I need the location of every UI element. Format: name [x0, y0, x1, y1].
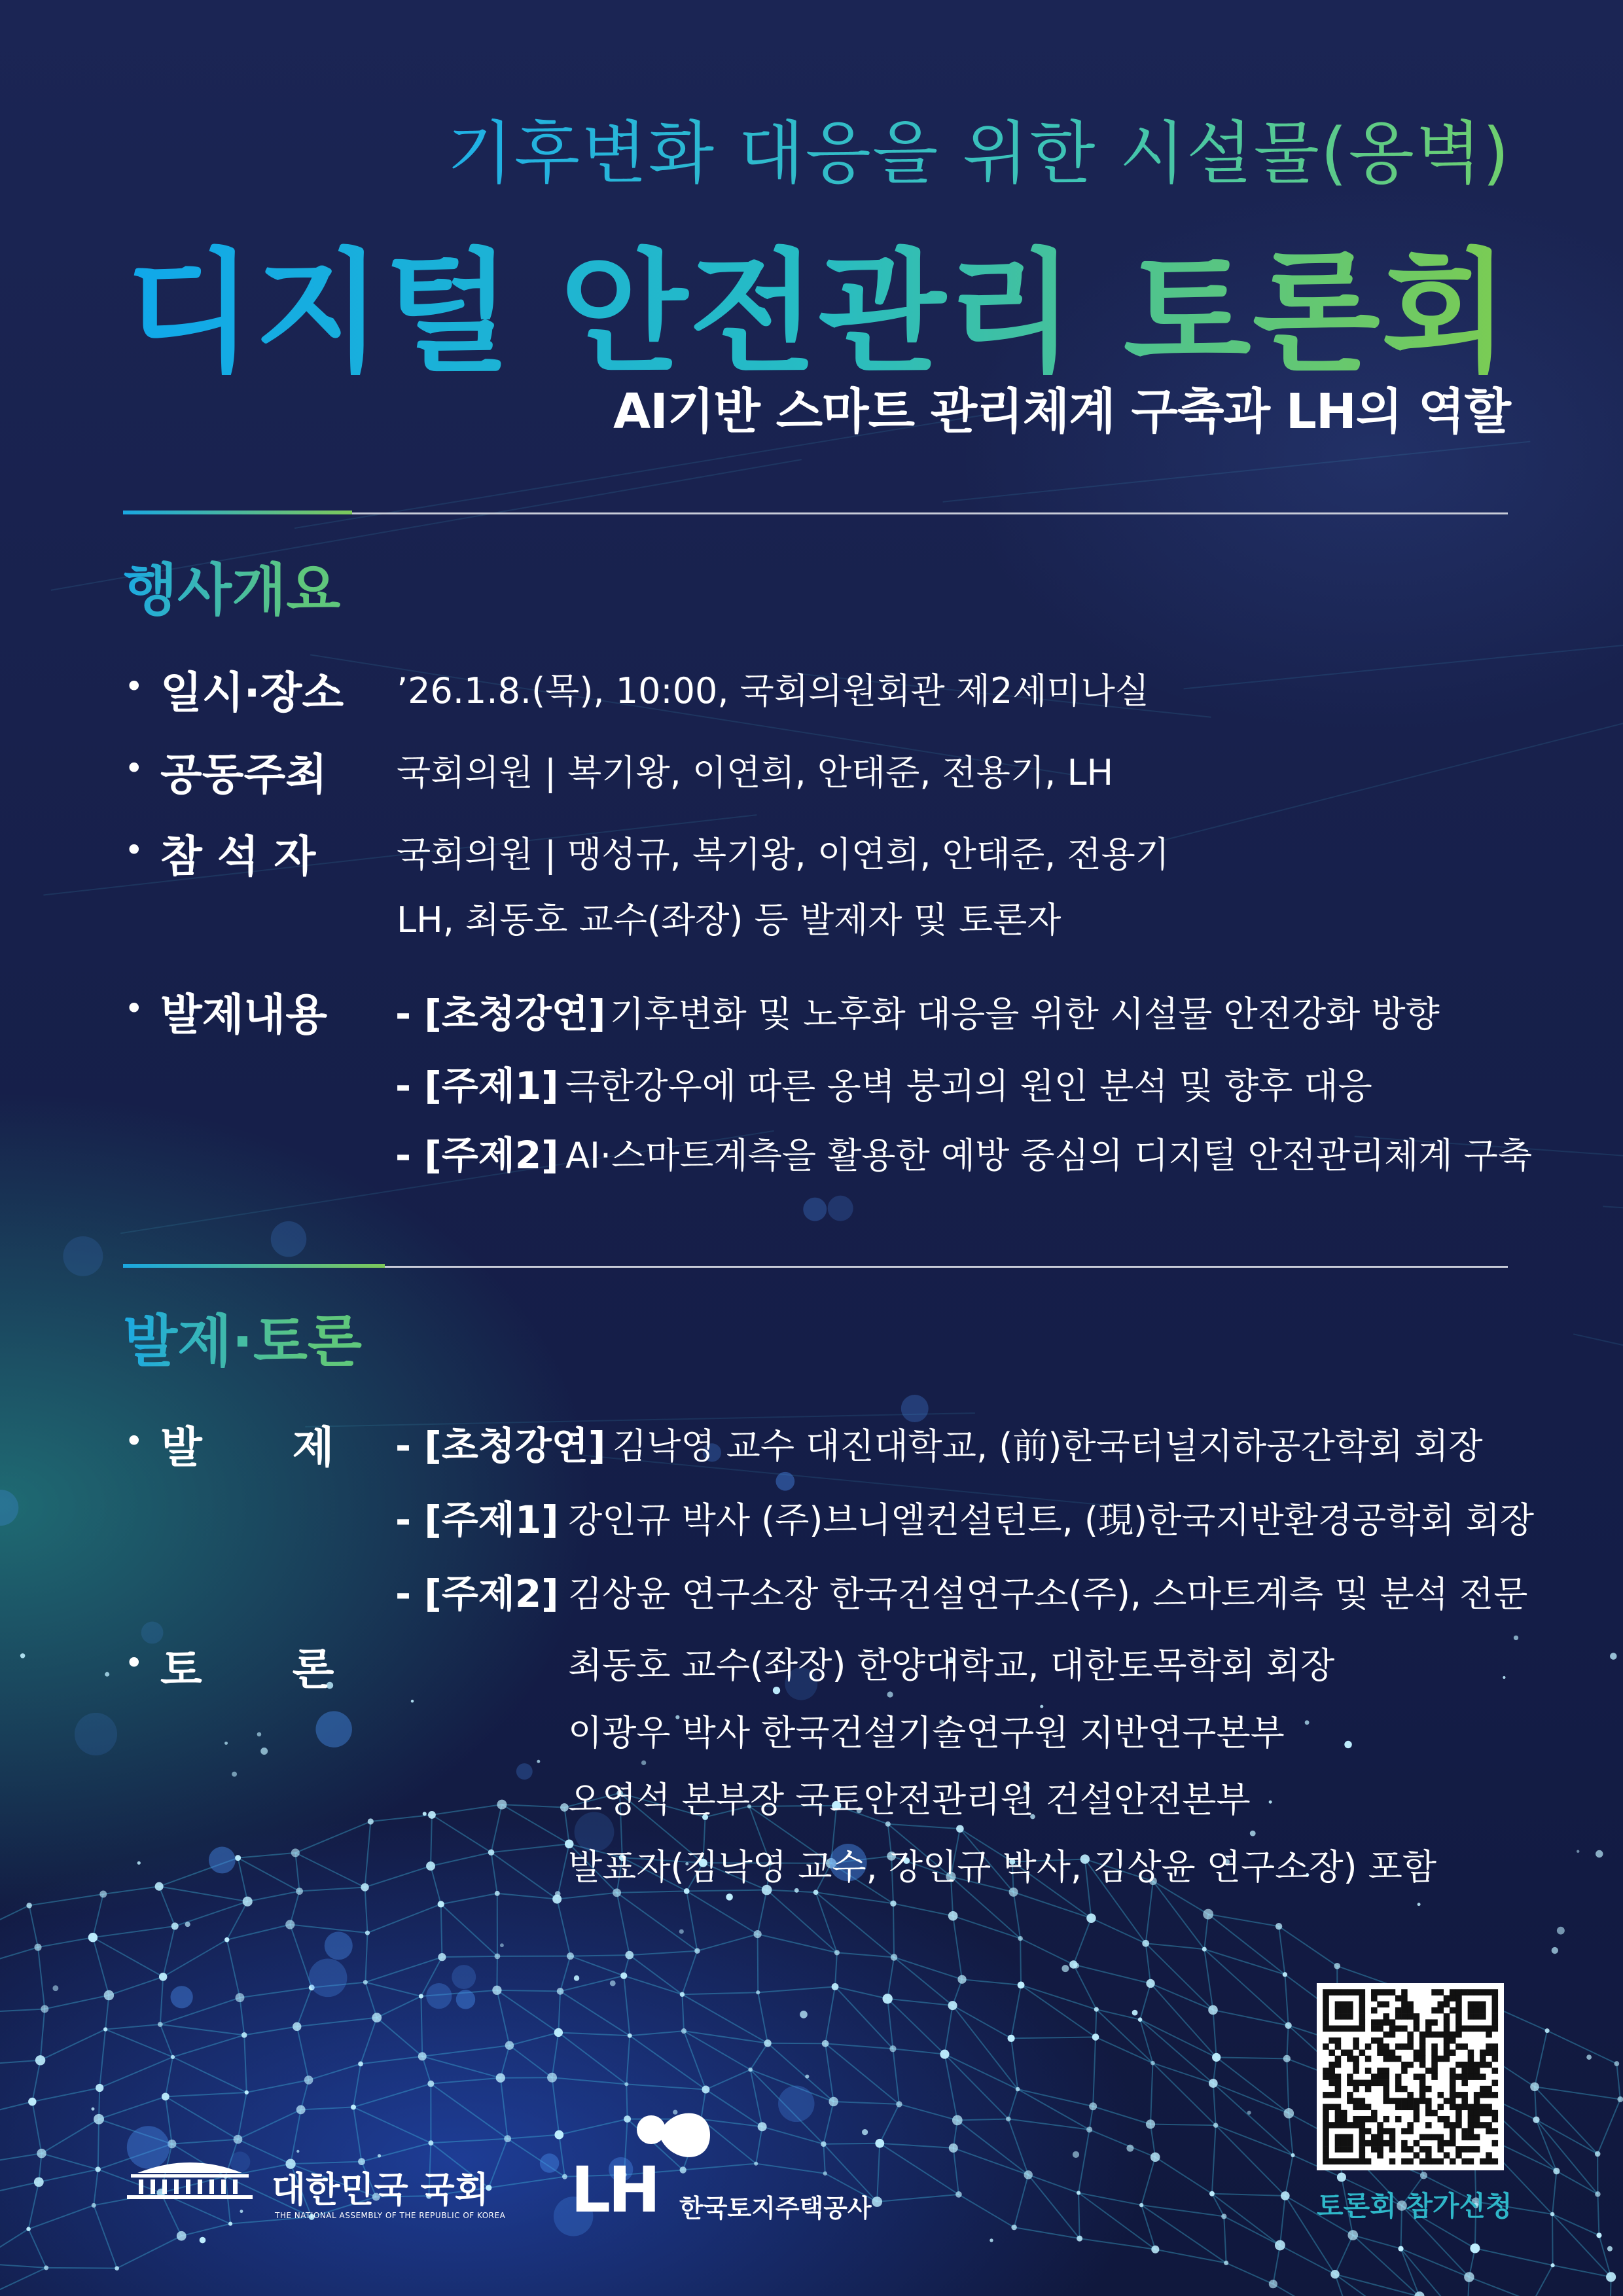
event-theme: AI기반 스마트 관리체계 구축과 LH의 역할 — [613, 384, 1510, 440]
content-item-text: 기후변화 및 노후화 대응을 위한 시설물 안전강화 방향 — [610, 994, 1440, 1035]
presenter-text: 강인규 박사 (주)브니엘컨설턴트, (現)한국지반환경공학회 회장 — [568, 1499, 1535, 1541]
bullet-icon: • — [124, 749, 144, 787]
bullet-icon: • — [124, 668, 144, 706]
discussant-item: 이광우 박사 한국건설기술연구원 지반연구본부 — [568, 1712, 1285, 1753]
content-item-text: 극한강우에 따른 옹벽 붕괴의 원인 분석 및 향후 대응 — [565, 1066, 1372, 1107]
attendees-line-1: 국회의원 | 맹성규, 복기왕, 이연희, 안태준, 전용기 — [397, 834, 1169, 875]
registration-qr-code[interactable] — [1317, 1983, 1504, 2170]
bullet-icon: • — [124, 990, 144, 1028]
presenter-text: 김낙영 교수 대진대학교, (前)한국터널지하공간학회 회장 — [613, 1426, 1483, 1467]
bullet-icon: • — [124, 1644, 144, 1682]
assembly-name: 대한민국 국회 — [272, 2169, 489, 2210]
attendees-line-2: LH, 최동호 교수(좌장) 등 발제자 및 토론자 — [397, 899, 1061, 941]
section-divider-accent — [123, 511, 352, 514]
discussant-item: 최동호 교수(좌장) 한양대학교, 대한토목학회 회장 — [568, 1645, 1335, 1686]
presenter-tag: - [주제2] — [395, 1571, 559, 1616]
assembly-building-icon — [124, 2155, 255, 2200]
attendees-label: 참 석 자 — [160, 831, 316, 882]
bullet-icon: • — [124, 1422, 144, 1460]
content-item-text: AI·스마트계측을 활용한 예방 중심의 디지털 안전관리체계 구축 — [565, 1135, 1533, 1176]
discussant-item: 오영석 본부장 국토안전관리원 건설안전본부 — [568, 1779, 1251, 1820]
presenter-label: 발 제 — [160, 1422, 334, 1473]
cohost-value: 국회의원 | 복기왕, 이연희, 안태준, 전용기, LH — [397, 752, 1114, 793]
lh-mark: LH — [571, 2153, 658, 2227]
overview-heading: 행사개요 — [123, 545, 340, 626]
lh-name: 한국토지주택공사 — [679, 2194, 872, 2223]
panel-heading: 발제·토론 — [123, 1296, 362, 1377]
discussant-label: 토 론 — [160, 1644, 334, 1695]
content-item-tag: - [주제1] — [395, 1064, 559, 1108]
content-label: 발제내용 — [160, 990, 328, 1040]
cohost-label: 공동주최 — [160, 749, 328, 800]
national-assembly-logo — [124, 2155, 255, 2203]
content-item-tag: - [주제2] — [395, 1133, 559, 1177]
presenter-tag: - [주제1] — [395, 1498, 559, 1542]
content-item-tag: - [초청강연] — [395, 992, 606, 1036]
presenter-tag: - [초청강연] — [395, 1424, 606, 1468]
bullet-icon: • — [124, 831, 144, 869]
event-title: 디지털 안전관리 토론회 — [126, 206, 1510, 397]
event-subtitle: 기후변화 대응을 위한 시설물(옹벽) — [447, 98, 1510, 196]
datetime-value: ’26.1.8.(목), 10:00, 국회의원회관 제2세미나실 — [397, 670, 1149, 711]
assembly-name-english: THE NATIONAL ASSEMBLY OF THE REPUBLIC OF KOREA — [275, 2211, 506, 2220]
section-divider-accent — [123, 1264, 385, 1268]
datetime-label: 일시·장소 — [160, 668, 344, 718]
qr-caption[interactable]: 토론회 참가신청 — [1317, 2190, 1512, 2222]
discussant-item: 발표자(김낙영 교수, 강인규 박사, 김상윤 연구소장) 포함 — [568, 1846, 1437, 1888]
presenter-text: 김상윤 연구소장 한국건설연구소(주), 스마트계측 및 분석 전문 — [568, 1573, 1528, 1615]
